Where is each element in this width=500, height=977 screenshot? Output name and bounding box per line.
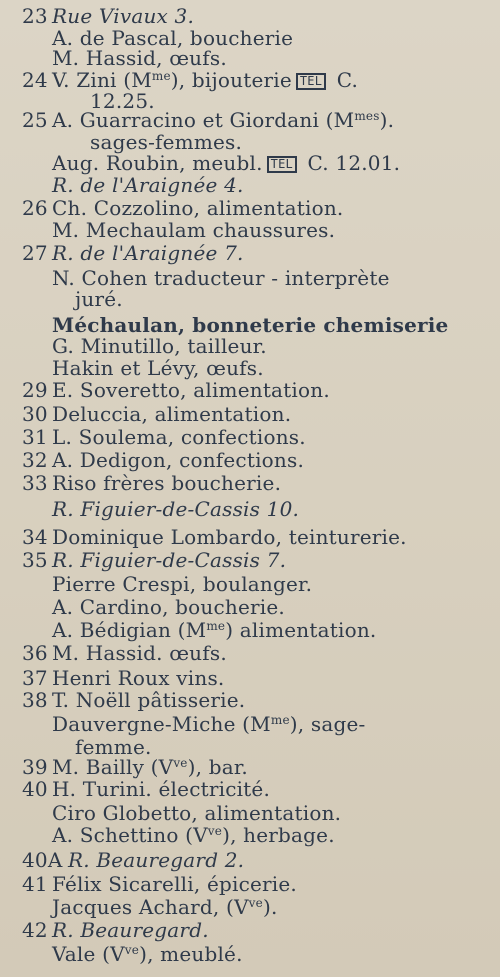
entry-text: Ciro Globetto, alimentation.	[52, 801, 342, 825]
entry-text: Rue Vivaux 3.	[52, 4, 195, 28]
street-number: 42	[22, 918, 48, 942]
title-superscript: ve	[124, 943, 140, 957]
entry-text-after: ) alimentation.	[225, 618, 377, 642]
entry-text: N. Cohen traducteur - interprète	[52, 266, 390, 290]
title-superscript: mes	[354, 109, 380, 123]
entry-text: G. Minutillo, tailleur.	[52, 334, 267, 358]
entry-text: M. Hassid. œufs.	[52, 641, 227, 665]
entry-text: R. de l'Araignée 4.	[52, 173, 244, 197]
entry-text: R. Beauregard 2.	[68, 848, 245, 872]
street-number: 40A	[22, 848, 63, 872]
entry-text: R. Figuier-de-Cassis 10.	[52, 497, 300, 521]
entry-text: A. Cardino, boucherie.	[52, 595, 285, 619]
title-superscript: me	[151, 69, 171, 83]
street-number: 23	[22, 4, 48, 28]
street-number: 35	[22, 548, 48, 572]
entry-text-after: ), sage-	[289, 712, 366, 736]
title-superscript: ve	[248, 896, 263, 910]
telephone-icon: TÉL	[296, 73, 326, 90]
entry-text: Méchaulan, bonneterie chemiserie	[52, 313, 449, 337]
entry-text: Jacques Achard, (V	[52, 895, 249, 919]
street-number: 39	[22, 755, 48, 779]
title-superscript: ve	[173, 756, 188, 770]
entry-text: V. Zini (M	[52, 68, 152, 92]
street-number: 38	[22, 688, 48, 712]
entry-text: A. de Pascal, boucherie	[52, 26, 294, 50]
entry-text: T. Noëll pâtisserie.	[52, 688, 246, 712]
entry-text: M. Mechaulam chaussures.	[52, 218, 336, 242]
entry-text-after: ).	[262, 895, 278, 919]
entry-text-after: ).	[379, 108, 395, 132]
entry-text: juré.	[75, 287, 123, 311]
entry-text-after: ), bar.	[187, 755, 248, 779]
entry-text: Deluccia, alimentation.	[52, 402, 292, 426]
entry-text-after: ), herbage.	[222, 823, 335, 847]
entry-text: Dominique Lombardo, teinturerie.	[52, 525, 407, 549]
entry-text: 12.25.	[90, 89, 155, 113]
street-number: 41	[22, 872, 48, 896]
entry-text: Aug. Roubin, meubl.	[52, 151, 263, 175]
entry-text: A. Guarracino et Giordani (M	[52, 108, 355, 132]
entry-text-after: ), meublé.	[139, 942, 243, 966]
street-number: 31	[22, 425, 48, 449]
entry-text: sages-femmes.	[90, 130, 243, 154]
entry-text: Dauvergne-Miche (M	[52, 712, 271, 736]
entry-text: M. Hassid, œufs.	[52, 46, 227, 70]
entry-text: Vale (V	[52, 942, 125, 966]
street-number: 32	[22, 448, 48, 472]
street-number: 40	[22, 777, 48, 801]
entry-text: A. Bédigian (M	[52, 618, 207, 642]
entry-text: A. Dedigon, confections.	[52, 448, 305, 472]
title-superscript: me	[270, 713, 290, 727]
street-number: 24	[22, 68, 48, 92]
street-number: 30	[22, 402, 48, 426]
entry-text: A. Schettino (V	[52, 823, 208, 847]
street-number: 36	[22, 641, 48, 665]
entry-text: Hakin et Lévy, œufs.	[52, 356, 264, 380]
entry-text: femme.	[75, 735, 152, 759]
street-number: 34	[22, 525, 48, 549]
entry-text: R. de l'Araignée 7.	[52, 241, 244, 265]
entry-text-after: ), bijouterie	[170, 68, 292, 92]
street-number: 26	[22, 196, 48, 220]
entry-text: M. Bailly (V	[52, 755, 174, 779]
entry-text: E. Soveretto, alimentation.	[52, 378, 330, 402]
street-number: 27	[22, 241, 48, 265]
street-number: 29	[22, 378, 48, 402]
telephone-icon: TÉL	[267, 156, 297, 173]
street-number: 25	[22, 108, 48, 132]
entry-text: Riso frères boucherie.	[52, 471, 282, 495]
entry-text: L. Soulema, confections.	[52, 425, 306, 449]
street-number: 33	[22, 471, 48, 495]
entry-text: R. Beauregard.	[52, 918, 209, 942]
phone-number: C.	[330, 68, 359, 92]
entry-text: Henri Roux vins.	[52, 666, 225, 690]
street-number: 37	[22, 666, 48, 690]
entry-text: Pierre Crespi, boulanger.	[52, 572, 313, 596]
entry-text: Félix Sicarelli, épicerie.	[52, 872, 297, 896]
title-superscript: ve	[207, 824, 223, 838]
phone-number: C. 12.01.	[300, 151, 401, 175]
entry-text: H. Turini. électricité.	[52, 777, 271, 801]
entry-text: R. Figuier-de-Cassis 7.	[52, 548, 287, 572]
entry-text: Ch. Cozzolino, alimentation.	[52, 196, 344, 220]
title-superscript: me	[206, 619, 226, 633]
